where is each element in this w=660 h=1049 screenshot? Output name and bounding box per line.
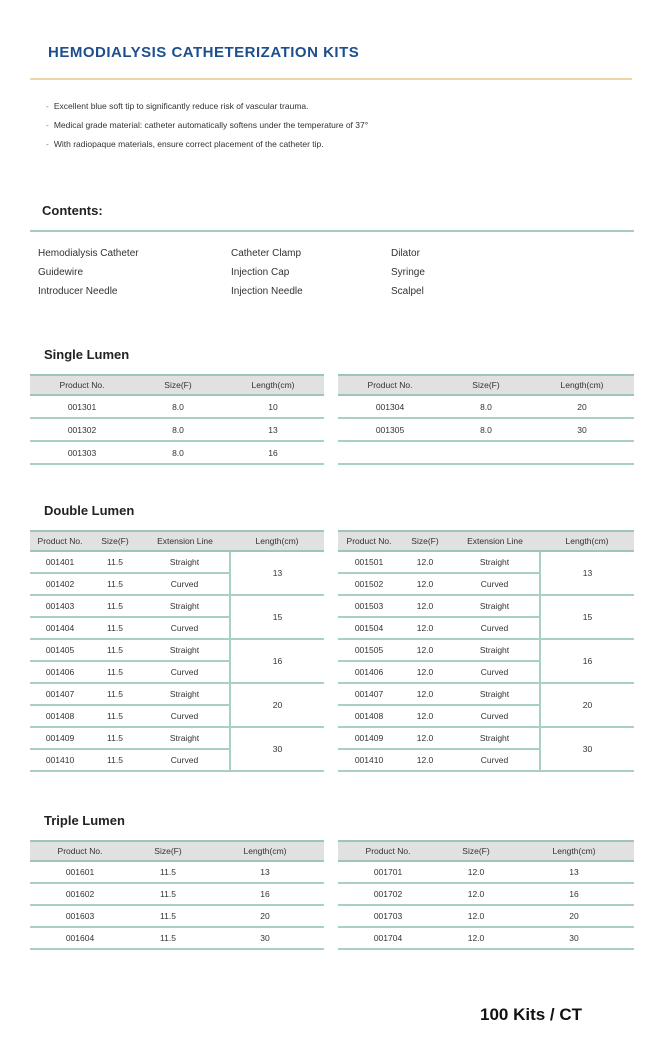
title-divider bbox=[30, 78, 632, 80]
size-cell: 11.5 bbox=[90, 705, 140, 727]
product-no-cell: 001406 bbox=[338, 661, 400, 683]
table-row bbox=[30, 551, 324, 573]
extension-line-cell: Curved bbox=[450, 573, 540, 595]
product-no-cell: 001702 bbox=[338, 883, 438, 905]
extension-line-cell: Curved bbox=[140, 705, 230, 727]
extension-line-cell: Straight bbox=[140, 595, 230, 617]
col-header-product: Product No. bbox=[338, 531, 400, 551]
contents-item: Injection Cap bbox=[231, 267, 290, 278]
double-lumen-table-left bbox=[30, 530, 324, 772]
extension-line-cell: Straight bbox=[450, 683, 540, 705]
length-cell: 30 bbox=[230, 727, 324, 771]
table-row bbox=[338, 683, 634, 705]
size-cell: 12.0 bbox=[400, 683, 450, 705]
size-cell: 11.5 bbox=[90, 727, 140, 749]
size-cell: 11.5 bbox=[130, 883, 206, 905]
table-row-empty bbox=[338, 441, 634, 464]
table-row bbox=[30, 727, 324, 749]
table-row bbox=[30, 595, 324, 617]
page-title: HEMODIALYSIS CATHETERIZATION KITS bbox=[48, 44, 360, 61]
size-cell: 11.5 bbox=[90, 639, 140, 661]
length-cell: 30 bbox=[530, 418, 634, 441]
product-no-cell: 001303 bbox=[30, 441, 134, 464]
col-header-length: Length(cm) bbox=[206, 841, 324, 861]
product-no-cell: 001504 bbox=[338, 617, 400, 639]
length-cell: 20 bbox=[230, 683, 324, 727]
table-row bbox=[30, 418, 324, 441]
length-cell: 20 bbox=[530, 395, 634, 418]
size-cell: 12.0 bbox=[438, 861, 514, 883]
length-cell: 16 bbox=[222, 441, 324, 464]
col-header-product: Product No. bbox=[30, 531, 90, 551]
table-row bbox=[30, 639, 324, 661]
col-header-length: Length(cm) bbox=[514, 841, 634, 861]
size-cell: 12.0 bbox=[438, 905, 514, 927]
size-cell: 11.5 bbox=[90, 595, 140, 617]
product-no-cell: 001409 bbox=[30, 727, 90, 749]
col-header-length: Length(cm) bbox=[540, 531, 634, 551]
size-cell: 11.5 bbox=[130, 861, 206, 883]
table-row bbox=[338, 595, 634, 617]
table-row bbox=[338, 639, 634, 661]
col-header-extension: Extension Line bbox=[450, 531, 540, 551]
col-header-length: Length(cm) bbox=[230, 531, 324, 551]
product-no-cell: 001305 bbox=[338, 418, 442, 441]
size-cell: 12.0 bbox=[400, 705, 450, 727]
size-cell: 12.0 bbox=[400, 617, 450, 639]
feature-item: - Excellent blue soft tip to significantly reduce risk of vascular trauma. bbox=[46, 100, 368, 119]
product-no-cell: 001505 bbox=[338, 639, 400, 661]
length-cell: 13 bbox=[514, 861, 634, 883]
length-cell: 13 bbox=[222, 418, 324, 441]
extension-line-cell: Curved bbox=[140, 661, 230, 683]
triple-lumen-heading: Triple Lumen bbox=[44, 813, 125, 828]
single-lumen-table-left bbox=[30, 374, 324, 465]
extension-line-cell: Curved bbox=[140, 749, 230, 771]
table-row bbox=[338, 395, 634, 418]
length-cell: 13 bbox=[540, 551, 634, 595]
product-no-cell: 001302 bbox=[30, 418, 134, 441]
size-cell: 8.0 bbox=[442, 395, 530, 418]
product-no-cell: 001406 bbox=[30, 661, 90, 683]
table-row bbox=[338, 883, 634, 905]
size-cell: 11.5 bbox=[90, 749, 140, 771]
length-cell: 16 bbox=[206, 883, 324, 905]
product-no-cell: 001409 bbox=[338, 727, 400, 749]
table-row bbox=[338, 927, 634, 949]
extension-line-cell: Straight bbox=[140, 683, 230, 705]
size-cell: 12.0 bbox=[400, 727, 450, 749]
col-header-size: Size(F) bbox=[442, 375, 530, 395]
col-header-product: Product No. bbox=[338, 841, 438, 861]
length-cell: 20 bbox=[514, 905, 634, 927]
double-lumen-heading: Double Lumen bbox=[44, 503, 135, 518]
contents-item: Hemodialysis Catheter bbox=[38, 248, 139, 259]
size-cell: 8.0 bbox=[134, 441, 222, 464]
size-cell: 11.5 bbox=[90, 617, 140, 639]
triple-lumen-table-right bbox=[338, 840, 634, 950]
length-cell: 30 bbox=[206, 927, 324, 949]
col-header-length: Length(cm) bbox=[222, 375, 324, 395]
contents-item: Injection Needle bbox=[231, 286, 303, 297]
col-header-product: Product No. bbox=[338, 375, 442, 395]
product-no-cell: 001408 bbox=[338, 705, 400, 727]
product-no-cell: 001405 bbox=[30, 639, 90, 661]
product-no-cell: 001408 bbox=[30, 705, 90, 727]
product-no-cell: 001502 bbox=[338, 573, 400, 595]
extension-line-cell: Straight bbox=[450, 727, 540, 749]
product-no-cell: 001401 bbox=[30, 551, 90, 573]
product-no-cell: 001407 bbox=[338, 683, 400, 705]
contents-item: Catheter Clamp bbox=[231, 248, 302, 259]
col-header-size: Size(F) bbox=[134, 375, 222, 395]
extension-line-cell: Straight bbox=[450, 551, 540, 573]
size-cell: 12.0 bbox=[400, 573, 450, 595]
extension-line-cell: Straight bbox=[140, 727, 230, 749]
product-no-cell: 001402 bbox=[30, 573, 90, 595]
size-cell: 12.0 bbox=[400, 639, 450, 661]
table-row bbox=[30, 861, 324, 883]
size-cell: 11.5 bbox=[130, 905, 206, 927]
contents-item: Dilator bbox=[391, 248, 420, 259]
extension-line-cell: Curved bbox=[140, 573, 230, 595]
col-header-size: Size(F) bbox=[90, 531, 140, 551]
product-no-cell: 001304 bbox=[338, 395, 442, 418]
contents-divider bbox=[30, 230, 634, 232]
col-header-product: Product No. bbox=[30, 841, 130, 861]
extension-line-cell: Straight bbox=[450, 639, 540, 661]
col-header-extension: Extension Line bbox=[140, 531, 230, 551]
size-cell: 12.0 bbox=[400, 551, 450, 573]
length-cell: 20 bbox=[540, 683, 634, 727]
size-cell: 12.0 bbox=[400, 661, 450, 683]
length-cell: 16 bbox=[540, 639, 634, 683]
feature-item: - Medical grade material: catheter automatically softens under the temperature of 37° bbox=[46, 119, 368, 138]
product-no-cell: 001503 bbox=[338, 595, 400, 617]
table-row bbox=[30, 927, 324, 949]
product-no-cell: 001501 bbox=[338, 551, 400, 573]
size-cell: 11.5 bbox=[130, 927, 206, 949]
contents-item: Scalpel bbox=[391, 286, 424, 297]
table-row bbox=[30, 395, 324, 418]
size-cell: 12.0 bbox=[400, 595, 450, 617]
size-cell: 11.5 bbox=[90, 551, 140, 573]
single-lumen-table-right bbox=[338, 374, 634, 465]
length-cell: 16 bbox=[230, 639, 324, 683]
length-cell: 15 bbox=[230, 595, 324, 639]
length-cell: 10 bbox=[222, 395, 324, 418]
length-cell: 16 bbox=[514, 883, 634, 905]
extension-line-cell: Curved bbox=[450, 705, 540, 727]
feature-item: - With radiopaque materials, ensure correct placement of the catheter tip. bbox=[46, 138, 368, 157]
product-no-cell: 001604 bbox=[30, 927, 130, 949]
length-cell: 30 bbox=[540, 727, 634, 771]
col-header-product: Product No. bbox=[30, 375, 134, 395]
size-cell: 11.5 bbox=[90, 661, 140, 683]
single-lumen-heading: Single Lumen bbox=[44, 347, 130, 362]
table-row bbox=[30, 441, 324, 464]
table-row bbox=[338, 905, 634, 927]
extension-line-cell: Curved bbox=[450, 661, 540, 683]
product-no-cell: 001404 bbox=[30, 617, 90, 639]
col-header-size: Size(F) bbox=[130, 841, 206, 861]
extension-line-cell: Straight bbox=[140, 639, 230, 661]
size-cell: 8.0 bbox=[134, 418, 222, 441]
product-no-cell: 001703 bbox=[338, 905, 438, 927]
product-no-cell: 001701 bbox=[338, 861, 438, 883]
double-lumen-table-right bbox=[338, 530, 634, 772]
size-cell: 12.0 bbox=[438, 883, 514, 905]
product-no-cell: 001403 bbox=[30, 595, 90, 617]
product-no-cell: 001410 bbox=[338, 749, 400, 771]
length-cell: 30 bbox=[514, 927, 634, 949]
table-row bbox=[30, 683, 324, 705]
contents-item: Syringe bbox=[391, 267, 425, 278]
length-cell: 20 bbox=[206, 905, 324, 927]
product-no-cell: 001407 bbox=[30, 683, 90, 705]
table-row bbox=[338, 418, 634, 441]
table-row bbox=[338, 861, 634, 883]
col-header-length: Length(cm) bbox=[530, 375, 634, 395]
size-cell: 11.5 bbox=[90, 573, 140, 595]
table-row bbox=[30, 883, 324, 905]
product-no-cell: 001603 bbox=[30, 905, 130, 927]
extension-line-cell: Curved bbox=[140, 617, 230, 639]
extension-line-cell: Straight bbox=[450, 595, 540, 617]
feature-list bbox=[46, 100, 368, 157]
col-header-size: Size(F) bbox=[400, 531, 450, 551]
product-no-cell: 001301 bbox=[30, 395, 134, 418]
table-row bbox=[338, 551, 634, 573]
product-no-cell: 001601 bbox=[30, 861, 130, 883]
empty-cell bbox=[338, 441, 442, 464]
size-cell: 8.0 bbox=[134, 395, 222, 418]
extension-line-cell: Curved bbox=[450, 617, 540, 639]
product-no-cell: 001410 bbox=[30, 749, 90, 771]
length-cell: 13 bbox=[230, 551, 324, 595]
packaging-note: 100 Kits / CT bbox=[480, 1005, 583, 1024]
table-row bbox=[30, 905, 324, 927]
size-cell: 12.0 bbox=[438, 927, 514, 949]
extension-line-cell: Straight bbox=[140, 551, 230, 573]
contents-heading: Contents: bbox=[42, 203, 103, 218]
triple-lumen-table-left bbox=[30, 840, 324, 950]
product-no-cell: 001602 bbox=[30, 883, 130, 905]
product-no-cell: 001704 bbox=[338, 927, 438, 949]
size-cell: 11.5 bbox=[90, 683, 140, 705]
col-header-size: Size(F) bbox=[438, 841, 514, 861]
size-cell: 12.0 bbox=[400, 749, 450, 771]
contents-item: Guidewire bbox=[38, 267, 84, 278]
length-cell: 15 bbox=[540, 595, 634, 639]
size-cell: 8.0 bbox=[442, 418, 530, 441]
extension-line-cell: Curved bbox=[450, 749, 540, 771]
length-cell: 13 bbox=[206, 861, 324, 883]
table-row bbox=[338, 727, 634, 749]
empty-cell bbox=[442, 441, 530, 464]
contents-item: Introducer Needle bbox=[38, 286, 118, 297]
empty-cell bbox=[530, 441, 634, 464]
